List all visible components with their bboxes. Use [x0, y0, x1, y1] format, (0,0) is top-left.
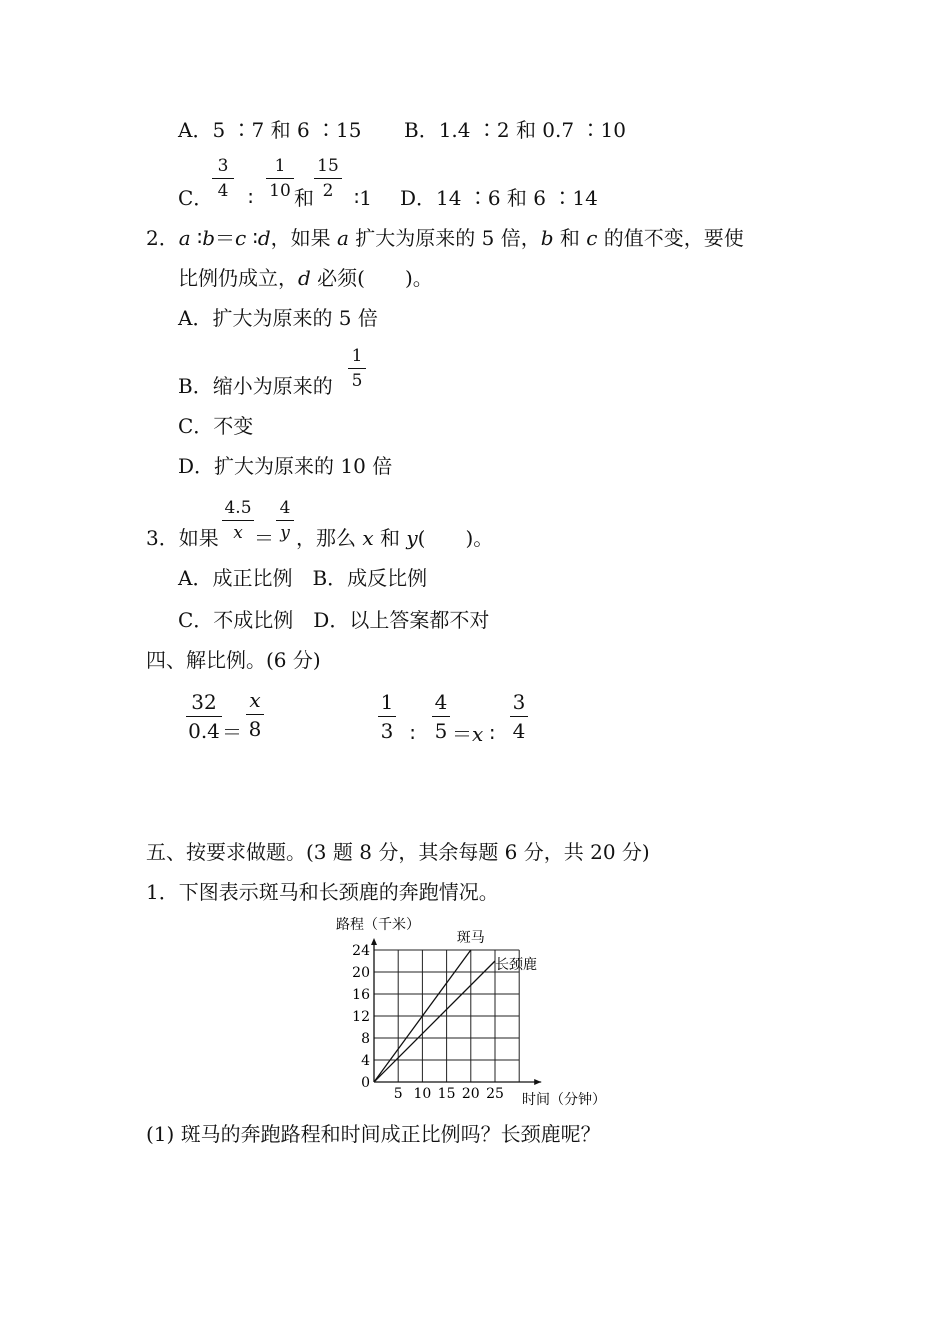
fraction-numerator: 4 — [279, 498, 291, 518]
fraction-bar — [276, 520, 294, 521]
fraction-bar — [348, 368, 366, 369]
x-tick-label: 20 — [461, 1086, 480, 1102]
fraction-denominator: 4 — [512, 719, 526, 743]
fraction-denominator: 5 — [434, 719, 448, 743]
y-axis-arrow — [371, 938, 377, 945]
fraction-numerator: x — [249, 688, 261, 712]
equation-2-fraction-3 — [510, 690, 528, 743]
equation-2-fraction-2 — [432, 690, 450, 743]
var-d: d — [298, 266, 311, 290]
x-axis-arrow — [534, 1079, 541, 1085]
fraction-numerator: 1 — [380, 690, 394, 714]
fraction-bar — [186, 716, 222, 717]
q2-option-b-fraction — [348, 346, 366, 391]
q1-option-c-fraction-2 — [266, 156, 294, 201]
fraction-bar — [222, 520, 254, 521]
y-axis-label: 路程（千米） — [336, 917, 420, 933]
fraction-denominator: y — [280, 523, 290, 543]
distance-time-chart — [336, 912, 626, 1112]
q3-options-ab: A．成正比例 B．成反比例 — [178, 566, 428, 590]
series-line-2 — [374, 961, 495, 1082]
var-a: a — [336, 226, 349, 250]
fraction-numerator: 4.5 — [224, 498, 252, 518]
q3-fraction-2 — [276, 498, 294, 543]
fraction-bar — [432, 716, 450, 717]
text: 和 — [553, 226, 587, 250]
text: ，如果 — [270, 226, 337, 250]
fraction-numerator: 15 — [317, 156, 339, 176]
y-tick-label: 24 — [352, 943, 370, 959]
q1-option-c-fraction-3 — [314, 156, 342, 201]
y-tick-label: 8 — [361, 1031, 370, 1047]
fraction-bar — [266, 178, 294, 179]
y-tick-label: 0 — [361, 1075, 370, 1091]
fraction-denominator: x — [233, 523, 243, 543]
text: 必须( )。 — [310, 266, 433, 290]
q3-equals: ＝ — [254, 526, 274, 550]
text: ( )。 — [417, 526, 494, 550]
fraction-numerator: 32 — [191, 690, 217, 714]
var-c: c — [235, 226, 247, 250]
q2-option-d: D．扩大为原来的 10 倍 — [178, 454, 393, 478]
y-tick-label: 16 — [352, 987, 370, 1003]
q2-option-c: C．不变 — [178, 414, 254, 438]
x-axis-label: 时间（分钟） — [522, 1092, 606, 1108]
fraction-numerator: 3 — [512, 690, 526, 714]
q1-option-c-label: C． — [178, 186, 214, 210]
var-a: a — [178, 226, 191, 250]
x-tick-label: 25 — [486, 1086, 504, 1102]
series-label-2: 长颈鹿 — [495, 957, 537, 973]
colon: ∶ — [246, 226, 258, 250]
q2-option-b: B．缩小为原来的 — [178, 374, 333, 398]
q1-option-c-tail: ∶1 — [354, 186, 372, 210]
fraction-denominator: 2 — [322, 181, 334, 201]
section-5-q1: 1．下图表示斑马和长颈鹿的奔跑情况。 — [146, 880, 499, 904]
fraction-numerator: 4 — [434, 690, 448, 714]
fraction-bar — [378, 716, 396, 717]
q1-option-b: B．1.4 ∶2 和 0.7 ∶10 — [404, 118, 626, 142]
q3-fraction-1 — [222, 498, 254, 543]
section-4-title: 四、解比例。(6 分) — [146, 648, 321, 672]
fraction-numerator: 1 — [351, 346, 363, 366]
q3-prefix: 3．如果 — [146, 526, 219, 550]
x-tick-label: 5 — [393, 1086, 403, 1102]
fraction-denominator: 4 — [217, 181, 229, 201]
var-b: b — [540, 226, 554, 250]
equals: ＝ — [452, 722, 472, 746]
x-tick-label: 10 — [413, 1086, 432, 1102]
fraction-numerator: 1 — [274, 156, 286, 176]
q1-option-c-colon: ∶ — [248, 186, 254, 210]
var-x: x — [362, 526, 374, 550]
q2-number: 2． — [146, 226, 179, 250]
q1-option-c-and: 和 — [294, 186, 314, 210]
fraction-numerator: 3 — [217, 156, 229, 176]
y-tick-label: 12 — [352, 1009, 370, 1025]
fraction-denominator: 5 — [351, 371, 363, 391]
fraction-bar — [246, 714, 264, 715]
var-y: y — [406, 526, 418, 550]
var-d: d — [257, 226, 271, 250]
q3-stem-tail — [296, 526, 493, 550]
text: 扩大为原来的 5 倍， — [348, 226, 541, 250]
fraction-bar — [212, 178, 234, 179]
y-tick-label: 20 — [352, 965, 370, 981]
section-5-title: 五、按要求做题。(3 题 8 分，其余每题 6 分，共 20 分) — [146, 840, 650, 864]
section-5-q1-sub1: (1) 斑马的奔跑路程和时间成正比例吗？长颈鹿呢？ — [146, 1122, 601, 1146]
y-tick-label: 4 — [361, 1053, 370, 1069]
equals: ＝ — [215, 226, 236, 250]
equation-1-equals: ＝ — [222, 720, 242, 744]
text: 和 — [373, 526, 407, 550]
q2-stem-line1 — [146, 226, 744, 250]
var-b: b — [202, 226, 216, 250]
colon: ∶ — [483, 722, 495, 746]
text: 比例仍成立， — [178, 266, 298, 290]
q1-option-a: A．5 ∶7 和 6 ∶15 — [178, 118, 362, 142]
fraction-bar — [510, 716, 528, 717]
fraction-denominator: 8 — [248, 717, 262, 741]
fraction-denominator: 3 — [380, 719, 394, 743]
equation-2-fraction-1 — [378, 690, 396, 743]
text: 的值不变，要使 — [597, 226, 744, 250]
var-x: x — [472, 722, 484, 746]
fraction-denominator: 0.4 — [188, 719, 220, 743]
equation-2-colon: ∶ — [410, 722, 416, 746]
text: ，那么 — [296, 526, 363, 550]
q2-option-a: A．扩大为原来的 5 倍 — [178, 306, 378, 330]
colon: ∶ — [190, 226, 203, 250]
q2-stem-line2 — [178, 266, 433, 290]
equation-1-left-fraction — [186, 690, 222, 743]
fraction-bar — [314, 178, 342, 179]
equation-1-right-fraction — [246, 688, 264, 741]
equation-2-equals-x — [452, 722, 495, 746]
x-tick-label: 15 — [437, 1086, 456, 1102]
q1-option-c-fraction-1 — [212, 156, 234, 201]
var-c: c — [586, 226, 598, 250]
q3-options-cd: C．不成比例 D．以上答案都不对 — [178, 608, 490, 632]
fraction-denominator: 10 — [269, 181, 291, 201]
series-label-1: 斑马 — [456, 930, 485, 946]
q1-option-d: D．14 ∶6 和 6 ∶14 — [400, 186, 598, 210]
